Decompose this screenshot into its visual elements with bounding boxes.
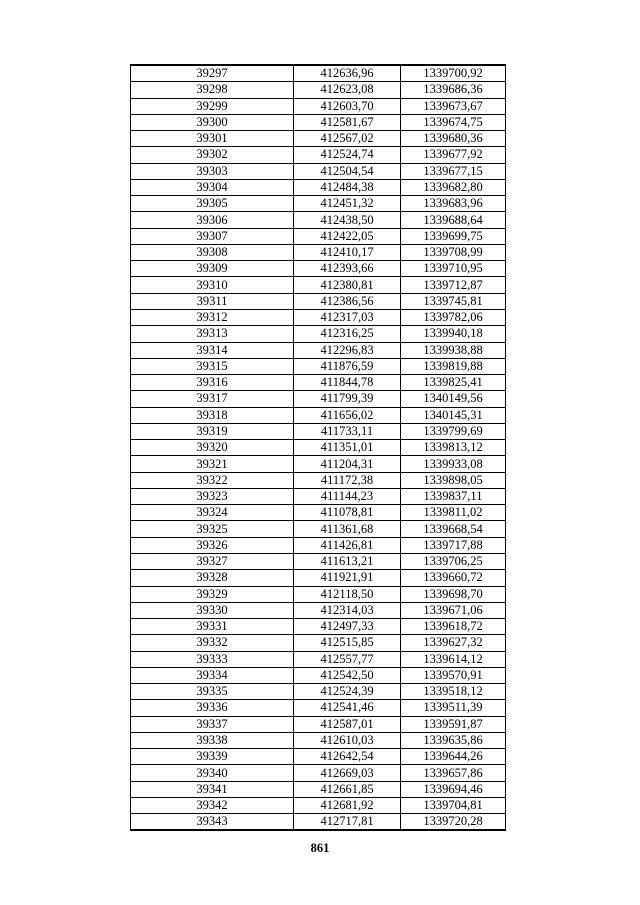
y-coordinate-cell: 1339657,86 — [401, 765, 506, 781]
point-id-cell: 39336 — [131, 700, 294, 716]
x-coordinate-cell: 412316,25 — [294, 326, 401, 342]
y-coordinate-cell: 1339699,75 — [401, 228, 506, 244]
table-row — [131, 407, 506, 423]
x-coordinate-cell: 411172,38 — [294, 472, 401, 488]
point-id-cell: 39319 — [131, 423, 294, 439]
coordinates-table-body — [131, 65, 506, 830]
y-coordinate-cell: 1339668,54 — [401, 521, 506, 537]
point-id-cell: 39312 — [131, 309, 294, 325]
table-row — [131, 472, 506, 488]
point-id-cell: 39299 — [131, 98, 294, 114]
x-coordinate-cell: 412393,66 — [294, 261, 401, 277]
point-id-cell: 39316 — [131, 375, 294, 391]
x-coordinate-cell: 411921,91 — [294, 570, 401, 586]
table-row — [131, 521, 506, 537]
point-id-cell: 39334 — [131, 667, 294, 683]
y-coordinate-cell: 1340145,31 — [401, 407, 506, 423]
y-coordinate-cell: 1339720,28 — [401, 814, 506, 831]
table-row — [131, 423, 506, 439]
point-id-cell: 39307 — [131, 228, 294, 244]
x-coordinate-cell: 411876,59 — [294, 358, 401, 374]
y-coordinate-cell: 1339680,36 — [401, 131, 506, 147]
y-coordinate-cell: 1339674,75 — [401, 114, 506, 130]
x-coordinate-cell: 411613,21 — [294, 553, 401, 569]
x-coordinate-cell: 412438,50 — [294, 212, 401, 228]
x-coordinate-cell: 411361,68 — [294, 521, 401, 537]
point-id-cell: 39341 — [131, 781, 294, 797]
y-coordinate-cell: 1339671,06 — [401, 602, 506, 618]
point-id-cell: 39339 — [131, 749, 294, 765]
table-row — [131, 309, 506, 325]
y-coordinate-cell: 1339717,88 — [401, 537, 506, 553]
point-id-cell: 39310 — [131, 277, 294, 293]
y-coordinate-cell: 1339614,12 — [401, 651, 506, 667]
x-coordinate-cell: 412567,02 — [294, 131, 401, 147]
point-id-cell: 39327 — [131, 553, 294, 569]
table-row — [131, 667, 506, 683]
y-coordinate-cell: 1339511,39 — [401, 700, 506, 716]
table-row — [131, 570, 506, 586]
table-row — [131, 456, 506, 472]
point-id-cell: 39333 — [131, 651, 294, 667]
point-id-cell: 39311 — [131, 293, 294, 309]
table-row — [131, 98, 506, 114]
table-row — [131, 716, 506, 732]
point-id-cell: 39322 — [131, 472, 294, 488]
point-id-cell: 39324 — [131, 505, 294, 521]
y-coordinate-cell: 1339688,64 — [401, 212, 506, 228]
y-coordinate-cell: 1339677,15 — [401, 163, 506, 179]
table-row — [131, 114, 506, 130]
y-coordinate-cell: 1339618,72 — [401, 619, 506, 635]
point-id-cell: 39342 — [131, 797, 294, 813]
table-row — [131, 440, 506, 456]
point-id-cell: 39338 — [131, 732, 294, 748]
x-coordinate-cell: 412296,83 — [294, 342, 401, 358]
x-coordinate-cell: 412610,03 — [294, 732, 401, 748]
table-row — [131, 814, 506, 831]
point-id-cell: 39321 — [131, 456, 294, 472]
y-coordinate-cell: 1339570,91 — [401, 667, 506, 683]
table-row — [131, 244, 506, 260]
table-row — [131, 326, 506, 342]
y-coordinate-cell: 1339627,32 — [401, 635, 506, 651]
table-row — [131, 765, 506, 781]
x-coordinate-cell: 411078,81 — [294, 505, 401, 521]
x-coordinate-cell: 411733,11 — [294, 423, 401, 439]
table-row — [131, 342, 506, 358]
point-id-cell: 39332 — [131, 635, 294, 651]
y-coordinate-cell: 1339940,18 — [401, 326, 506, 342]
table-row — [131, 261, 506, 277]
point-id-cell: 39304 — [131, 179, 294, 195]
table-row — [131, 700, 506, 716]
point-id-cell: 39330 — [131, 602, 294, 618]
x-coordinate-cell: 412557,77 — [294, 651, 401, 667]
point-id-cell: 39318 — [131, 407, 294, 423]
y-coordinate-cell: 1339682,80 — [401, 179, 506, 195]
x-coordinate-cell: 412314,03 — [294, 602, 401, 618]
x-coordinate-cell: 412669,03 — [294, 765, 401, 781]
y-coordinate-cell: 1339698,70 — [401, 586, 506, 602]
x-coordinate-cell: 411351,01 — [294, 440, 401, 456]
page-number: 861 — [310, 841, 330, 855]
x-coordinate-cell: 411844,78 — [294, 375, 401, 391]
table-row — [131, 131, 506, 147]
table-row — [131, 277, 506, 293]
y-coordinate-cell: 1339694,46 — [401, 781, 506, 797]
point-id-cell: 39329 — [131, 586, 294, 602]
point-id-cell: 39315 — [131, 358, 294, 374]
table-row — [131, 684, 506, 700]
x-coordinate-cell: 412118,50 — [294, 586, 401, 602]
coordinates-table — [130, 64, 506, 831]
x-coordinate-cell: 411799,39 — [294, 391, 401, 407]
y-coordinate-cell: 1339819,88 — [401, 358, 506, 374]
table-row — [131, 781, 506, 797]
x-coordinate-cell: 412642,54 — [294, 749, 401, 765]
table-row — [131, 505, 506, 521]
table-row — [131, 488, 506, 504]
table-row — [131, 391, 506, 407]
table-row — [131, 619, 506, 635]
point-id-cell: 39323 — [131, 488, 294, 504]
y-coordinate-cell: 1339673,67 — [401, 98, 506, 114]
table-row — [131, 358, 506, 374]
y-coordinate-cell: 1339708,99 — [401, 244, 506, 260]
point-id-cell: 39328 — [131, 570, 294, 586]
y-coordinate-cell: 1339686,36 — [401, 82, 506, 98]
point-id-cell: 39298 — [131, 82, 294, 98]
x-coordinate-cell: 412386,56 — [294, 293, 401, 309]
table-row — [131, 212, 506, 228]
point-id-cell: 39300 — [131, 114, 294, 130]
table-row — [131, 553, 506, 569]
point-id-cell: 39320 — [131, 440, 294, 456]
x-coordinate-cell: 411144,23 — [294, 488, 401, 504]
x-coordinate-cell: 412541,46 — [294, 700, 401, 716]
y-coordinate-cell: 1339660,72 — [401, 570, 506, 586]
table-row — [131, 147, 506, 163]
point-id-cell: 39297 — [131, 65, 294, 82]
y-coordinate-cell: 1340149,56 — [401, 391, 506, 407]
y-coordinate-cell: 1339704,81 — [401, 797, 506, 813]
point-id-cell: 39340 — [131, 765, 294, 781]
table-row — [131, 228, 506, 244]
y-coordinate-cell: 1339825,41 — [401, 375, 506, 391]
y-coordinate-cell: 1339813,12 — [401, 440, 506, 456]
table-row — [131, 375, 506, 391]
point-id-cell: 39305 — [131, 196, 294, 212]
x-coordinate-cell: 412317,03 — [294, 309, 401, 325]
y-coordinate-cell: 1339591,87 — [401, 716, 506, 732]
point-id-cell: 39325 — [131, 521, 294, 537]
y-coordinate-cell: 1339518,12 — [401, 684, 506, 700]
x-coordinate-cell: 412717,81 — [294, 814, 401, 831]
y-coordinate-cell: 1339644,26 — [401, 749, 506, 765]
x-coordinate-cell: 412497,33 — [294, 619, 401, 635]
point-id-cell: 39308 — [131, 244, 294, 260]
y-coordinate-cell: 1339677,92 — [401, 147, 506, 163]
x-coordinate-cell: 412380,81 — [294, 277, 401, 293]
point-id-cell: 39302 — [131, 147, 294, 163]
point-id-cell: 39326 — [131, 537, 294, 553]
y-coordinate-cell: 1339782,06 — [401, 309, 506, 325]
point-id-cell: 39303 — [131, 163, 294, 179]
x-coordinate-cell: 411204,31 — [294, 456, 401, 472]
point-id-cell: 39317 — [131, 391, 294, 407]
point-id-cell: 39343 — [131, 814, 294, 831]
x-coordinate-cell: 412623,08 — [294, 82, 401, 98]
table-row — [131, 635, 506, 651]
x-coordinate-cell: 412504,54 — [294, 163, 401, 179]
table-row — [131, 196, 506, 212]
point-id-cell: 39337 — [131, 716, 294, 732]
x-coordinate-cell: 412410,17 — [294, 244, 401, 260]
y-coordinate-cell: 1339938,88 — [401, 342, 506, 358]
table-row — [131, 65, 506, 82]
y-coordinate-cell: 1339683,96 — [401, 196, 506, 212]
x-coordinate-cell: 412542,50 — [294, 667, 401, 683]
table-row — [131, 797, 506, 813]
x-coordinate-cell: 411656,02 — [294, 407, 401, 423]
y-coordinate-cell: 1339811,02 — [401, 505, 506, 521]
x-coordinate-cell: 412422,05 — [294, 228, 401, 244]
table-row — [131, 163, 506, 179]
x-coordinate-cell: 412524,74 — [294, 147, 401, 163]
y-coordinate-cell: 1339706,25 — [401, 553, 506, 569]
table-row — [131, 179, 506, 195]
x-coordinate-cell: 412484,38 — [294, 179, 401, 195]
y-coordinate-cell: 1339837,11 — [401, 488, 506, 504]
point-id-cell: 39309 — [131, 261, 294, 277]
table-row — [131, 749, 506, 765]
x-coordinate-cell: 412581,67 — [294, 114, 401, 130]
y-coordinate-cell: 1339898,05 — [401, 472, 506, 488]
point-id-cell: 39335 — [131, 684, 294, 700]
table-row — [131, 732, 506, 748]
point-id-cell: 39313 — [131, 326, 294, 342]
table-row — [131, 586, 506, 602]
x-coordinate-cell: 412587,01 — [294, 716, 401, 732]
y-coordinate-cell: 1339933,08 — [401, 456, 506, 472]
point-id-cell: 39306 — [131, 212, 294, 228]
point-id-cell: 39331 — [131, 619, 294, 635]
y-coordinate-cell: 1339700,92 — [401, 65, 506, 82]
y-coordinate-cell: 1339799,69 — [401, 423, 506, 439]
point-id-cell: 39314 — [131, 342, 294, 358]
x-coordinate-cell: 412603,70 — [294, 98, 401, 114]
x-coordinate-cell: 412636,96 — [294, 65, 401, 82]
table-row — [131, 293, 506, 309]
x-coordinate-cell: 412661,85 — [294, 781, 401, 797]
x-coordinate-cell: 411426,81 — [294, 537, 401, 553]
x-coordinate-cell: 412515,85 — [294, 635, 401, 651]
table-row — [131, 602, 506, 618]
table-row — [131, 537, 506, 553]
y-coordinate-cell: 1339745,81 — [401, 293, 506, 309]
y-coordinate-cell: 1339712,87 — [401, 277, 506, 293]
x-coordinate-cell: 412524,39 — [294, 684, 401, 700]
point-id-cell: 39301 — [131, 131, 294, 147]
y-coordinate-cell: 1339635,86 — [401, 732, 506, 748]
y-coordinate-cell: 1339710,95 — [401, 261, 506, 277]
table-row — [131, 82, 506, 98]
x-coordinate-cell: 412451,32 — [294, 196, 401, 212]
x-coordinate-cell: 412681,92 — [294, 797, 401, 813]
table-row — [131, 651, 506, 667]
